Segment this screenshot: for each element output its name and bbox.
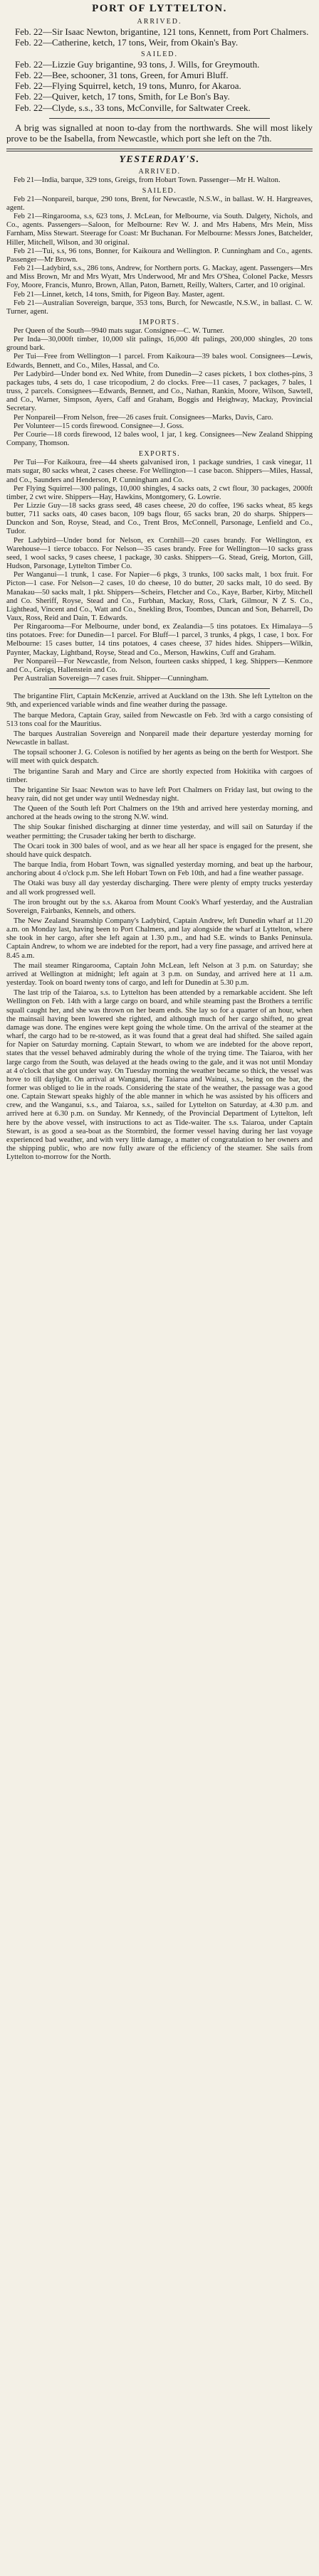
today-section (6, 18, 313, 144)
export-entry: Per Tui—For Kaikoura, free—44 sheets galvanised iron, 1 package sundries, 1 cask vinegar, 11 mats sugar, 80 sacks wheat, 2 cases cheese. For Wellington—1 case bacon. Shippers—Miles, Hassal, and Co., Saunders and Henderson, P. Cunningham and Co. (6, 459, 313, 484)
news-paragraph: The barque India, from Hobart Town, was signalled yesterday morning, and beat up the harbour, anchoring about 4 o'clock p.m. She left Hobart Town on Feb 10th, and had a fine weather passage. (6, 861, 313, 878)
departure-entry: Feb 21—Australian Sovereign, barque, 353 tons, Burch, for Newcastle, N.S.W., in ballast. C. W. Turner, agent. (6, 299, 313, 316)
yesterday-section (6, 154, 313, 684)
departure-entry: Feb 21—Tui, s.s, 96 tons, Bonner, for Kaikoura and Wellington. P. Cunningham and Co., agents. Passenger—Mr Brown. (6, 247, 313, 264)
news-paragraph: The barques Australian Sovereign and Nonpareil made their departure yesterday morning for Newcastle in ballast. (6, 729, 313, 747)
section-divider (49, 688, 270, 689)
sailed-heading: SAILED. (140, 50, 179, 58)
arrival-entry: Feb. 22—Sir Isaac Newton, brigantine, 121 tons, Kennett, from Port Chalmers. (15, 26, 309, 37)
section-divider (6, 149, 313, 151)
export-entry: Per Lizzie Guy—18 sacks grass seed, 48 cases cheese, 20 do coffee, 196 sacks wheat, 85 kegs butter, 711 sacks oats, 40 cases bacon, 109 bags flour, 65 sacks bran, 20 do sharps. Shippers—Dunckon and Son, Royse, Stead, and Co., Trent Bros, McConnell, Parsonage, Lenfield and Co., Tudor. (6, 501, 313, 536)
news-paragraph: The Ocari took in 300 bales of wool, and as we hear all her space is engaged for the present, she should have quick despatch. (6, 842, 313, 859)
arrived-heading: ARRIVED. (137, 18, 182, 26)
sailed-heading: SAILED. (142, 186, 177, 195)
news-paragraph: The brigantine Sarah and Mary and Circe are shortly expected from Hokitika with cargoes of timber. (6, 767, 313, 784)
news-paragraph: The Otaki was busy all day yesterday discharging. There were plenty of empty trucks yesterday and all work progressed well. (6, 880, 313, 897)
export-entry: Per Wanganui—1 trunk, 1 case. For Napier—6 pkgs, 3 trunks, 100 sacks malt, 1 box fruit. For Picton—1 case. For Nelson—2 cases, 10 do cheese, 10 do butter, 20 sacks malt, 10 do seed. By Manakau—50 sacks malt, 1 pkt. Shippers—Scheirs, Fletcher and Co., Kaye, Barber, Kirby, Mitchell and Co. Sheriff, Royse, Stead and Co., Furbhan, Mackay, Ross, Clark, Gilmour, N Z S. Co., Lighthead, Vincent and Co., Watt and Co., Snekling Bros, Toombes, Duncan and Son, Beharrell, Do Vaux, Ross, Reid and Dain, T. Edwards. (6, 571, 313, 623)
imports-heading: IMPORTS. (139, 319, 180, 327)
export-entry: Per Ladybird—Under bond for Nelson, ex Cornhill—20 cases brandy. For Wellington, ex Warehouse—1 tierce tobacco. For Nelson—35 cases brandy. Free for Wellington—10 sacks grass seed, 1 wool sacks, 9 cases cheese, 1 package, 30 casks. Shippers—G. Stead, Greig, Morton, Gill, Hudson, Parsonage, Lyttelton Timber Co. (6, 536, 313, 571)
exports-heading: EXPORTS. (138, 450, 181, 459)
export-entry: Per Australian Sovereign—7 cases fruit. Shipper—Cunningham. (14, 675, 209, 683)
departure-entry: Feb 21—Nonpareil, barque, 290 tons, Brent, for Newcastle, N.S.W., in ballast. W. H. Hargreaves, agent. (6, 195, 313, 212)
shipping-news (6, 693, 313, 1162)
arrived-heading: ARRIVED. (138, 167, 181, 176)
news-paragraph: The New Zealand Steamship Company's Ladybird, Captain Andrew, left Dunedin wharf at 11.20 a.m. on Monday last, having been to Port Chalmers, and lay alongside the wharf at Lyttelton, where she took in her cargo, after she left again at 1.30 p.m., and had S.E. winds to Banks Peninsula. Captain Andrew, to whom we are indebted for the report, had a very fine passage, and arrived here at 8.45 a.m. (6, 917, 313, 960)
news-paragraph: The barque Medora, Captain Gray, sailed from Newcastle on Feb. 3rd with a cargo consisting of 513 tons coal for the Mauritius. (6, 711, 313, 728)
news-paragraph: The topsail schooner J. G. Coleson is notified by her agents as being on the berth for Westport. She will meet with quick despatch. (6, 749, 313, 766)
news-paragraph: The iron brought out by the s.s. Akaroa from Mount Cook's Wharf yesterday, and the Australian Sovereign, Fairbanks, Kennels, and others. (6, 898, 313, 915)
import-entry: Per Tui—Free from Wellington—1 parcel. From Kaikoura—39 bales wool. Consignees—Lewis, Edwards, Bennett, and Co., Miles, Hassal, and Co. (6, 353, 313, 370)
import-entry: Per Nonpareil—From Nelson, free—26 cases fruit. Consignees—Marks, Davis, Caro. (14, 413, 273, 422)
departure-entry: Feb. 22—Flying Squirrel, ketch, 19 tons, Munro, for Akaroa. (15, 80, 241, 92)
import-entry: Per Ladybird—Under bond ex. Ned White, from Dunedin—2 cases pickets, 1 box clothes-pins, 3 packages tubs, 4 sets do, 1 case tricopodium, 2 do clocks. Free—11 cases, 7 packages, 7 bales, 1 truss, 2 parcels. Consignees—Edwards, Bennett, and Co., Nathan, Rankin, Moore, Wilson, Sawtell, and Co., Warner, Simpson, Ayers, Caff and Graham, Boggis and Heighway, Mackay, Provincial Secretary. (6, 370, 313, 413)
export-entry: Per Ringarooma—For Melbourne, under bond, ex Zealandia—5 tins potatoes. Ex Himalaya—5 tins potatoes. Free: for Dunedin—1 parcel. For Bluff—1 parcel, 3 trunks, 4 pkgs, 1 case, 1 box. For Melbourne: 15 cases butter, 14 tins potatoes, 4 cases cheese, 37 hides hides. Shippers—Wilkin, Paynter, Mackay, Lightband, Royse, Stead and Co., Merson, Hawkins, Cuff and Graham. (6, 623, 313, 657)
export-entry: Per Nonpareil—For Newcastle, from Nelson, fourteen casks shipped, 1 keg. Shippers—Kenmore and Co., Greigs, Hallenstein and Co. (6, 657, 313, 674)
import-entry: Per Inda—30,000ft timber, 10,000 slit palings, 16,000 4ft palings, 200,000 shingles, 20 tons ground bark. (6, 336, 313, 353)
arrival-entry: Feb 21—India, barque, 329 tons, Greigs, from Hobart Town. Passenger—Mr H. Walton. (14, 176, 281, 184)
export-entry: Per Flying Squirrel—300 palings, 10,000 shingles, 4 sacks oats, 2 cwt flour, 30 packages, 2000ft timber, 2 cwt wire. Shippers—Hay, Hawkins, Montgomery, G. Lowrie. (6, 484, 313, 501)
departure-entry: Feb. 22—Lizzie Guy brigantine, 93 tons, J. Wills, for Greymouth. (15, 58, 260, 70)
news-paragraph: The brigantine Flirt, Captain McKenzie, arrived at Auckland on the 13th. She left Lyttelton on the 9th, and experienced variable winds and fine weather during the passage. (6, 693, 313, 710)
section-divider (49, 118, 270, 119)
news-paragraph: The last trip of the Taiaroa, s.s. to Lyttelton has been attended by a remarkable accident. She left Wellington on Feb. 14th with a large cargo on board, and while steaming past the Brothers a terrific squall caught her, and she was thrown on her beam ends. She lay so for a quarter of an hour, when the mainsail having been lowered she righted, and although much of her cargo shifted, no great damage was done. The engines were kept going the whole time. On the arrival of the steamer at the wharf, the cargo had to be re-stowed, as it was found that a great deal had shifted. She sailed again for Napier on Saturday morning. Captain Stewart, to whom we are indebted for the above report, states that the vessel behaved admirably during the whole of the trying time. The Taiaroa, with her large cargo from the South, was delayed at the heads owing to the gale, and it was not until Monday at 4 o'clock that she got under way. On Tuesday morning the weather became so thick, the vessel was hove to till daylight. On arrival at Wanganui, the Taiaroa and Wainui, s.s., being on the bar, the former was obliged to lie in the roads. Considering the state of the weather, the passage was a good one. Captain Stewart speaks highly of the able manner in which he was assisted by his officers and crew, and the Wanganui, s.s., and Taiaroa, s.s., sailed for Lyttelton on Saturday, at 4.30 p.m. and arrived here at 6.30 p.m. on Sunday. Mr Kennedy, of the Provincial Department of Lyttelton, left here by the above vessel, with instructions to act as Tide-waiter. The s.s. Taiaroa, under Captain Stewart, is as good a sea-boat as the Stormbird, the former vessel having during her last voyage experienced bad weather, and with very little damage, a matter of congratulation to her owners and the shipping public, who are now fully aware of the efficiency of the steamer. She sails from Lyttelton to-morrow for the North. (6, 989, 313, 1162)
news-paragraph: The brigantine Sir Isaac Newton was to have left Port Chalmers on Friday last, but owing to the heavy rain, did not get under way until Wednesday night. (6, 786, 313, 803)
departure-entry: Feb 21—Ladybird, s.s., 286 tons, Andrew, for Northern ports. G. Mackay, agent. Passengers—Mrs and Miss Brown, Mr and Mrs Wyatt, Mrs Underwood, Mr and Mrs O'Shea, Colonel Packe, Messrs Foy, Moore, Francis, Munro, Brown, Allan, Paton, Barnett, Reilly, Walters, Carter, and 10 original. (6, 264, 313, 290)
import-entry: Per Courie—18 cords firewood, 12 bales wool, 1 jar, 1 keg. Consignees—New Zealand Shipping Company, Thomson. (6, 430, 313, 448)
signal-paragraph: A brig was signalled at noon to-day from the northwards. She will most likely prove to be the Isabella, from Newcastle, which port she left on the 7th. (6, 122, 313, 144)
departure-entry: Feb 21—Ringarooma, s.s, 623 tons, J. McLean, for Melbourne, via South. Dalgety, Nichols, and Co., agents. Passengers—Saloon, for Melbourne: Rev W. J. and Mrs Habens, Mrs Mein, Miss Farnham, Miss Stewart. Steerage for Coast: Mr Buchanan. For Melbourne: Messrs Jones, Batchelder, Hiller, Mitchell, Wilson, and 30 original. (6, 213, 313, 247)
import-entry: Per Volunteer—15 cords firewood. Consignee—J. Goss. (14, 422, 184, 430)
departure-entry: Feb 21—Linnet, ketch, 14 tons, Smith, for Pigeon Bay. Master, agent. (14, 290, 225, 299)
news-paragraph: The mail steamer Ringarooma, Captain John McLean, left Nelson at 3 p.m. on Saturday; she arrived at Wellington at midnight; left again at 3 p.m. on Sunday, and arrived here at 11 a.m. yesterday. Took on board twenty tons of cargo, and left for Dunedin at 5.30 p.m. (6, 961, 313, 988)
news-paragraph: The Queen of the South left Port Chalmers on the 19th and arrived here yesterday morning, and anchored at the heads owing to the strong N.W. wind. (6, 805, 313, 822)
yesterday-heading: YESTERDAY'S. (119, 154, 200, 165)
arrival-entry: Feb. 22—Catherine, ketch, 17 tons, Weir, from Okain's Bay. (15, 37, 239, 48)
departure-entry: Feb. 22—Clyde, s.s., 33 tons, McConville, for Saltwater Creek. (15, 102, 251, 113)
departure-entry: Feb. 22—Bee, schooner, 31 tons, Green, for Amuri Bluff. (15, 69, 229, 80)
departure-entry: Feb. 22—Quiver, ketch, 17 tons, Smith, for Le Bon's Bay. (15, 91, 230, 102)
page-title: PORT OF LYTTELTON. (92, 3, 227, 14)
import-entry: Per Queen of the South—9940 mats sugar. Consignee—C. W. Turner. (14, 327, 224, 336)
news-paragraph: The ship Soukar finished discharging at dinner time yesterday, and will sail on Saturday if the weather permitting; the Crusader taking her berth to discharge. (6, 823, 313, 840)
